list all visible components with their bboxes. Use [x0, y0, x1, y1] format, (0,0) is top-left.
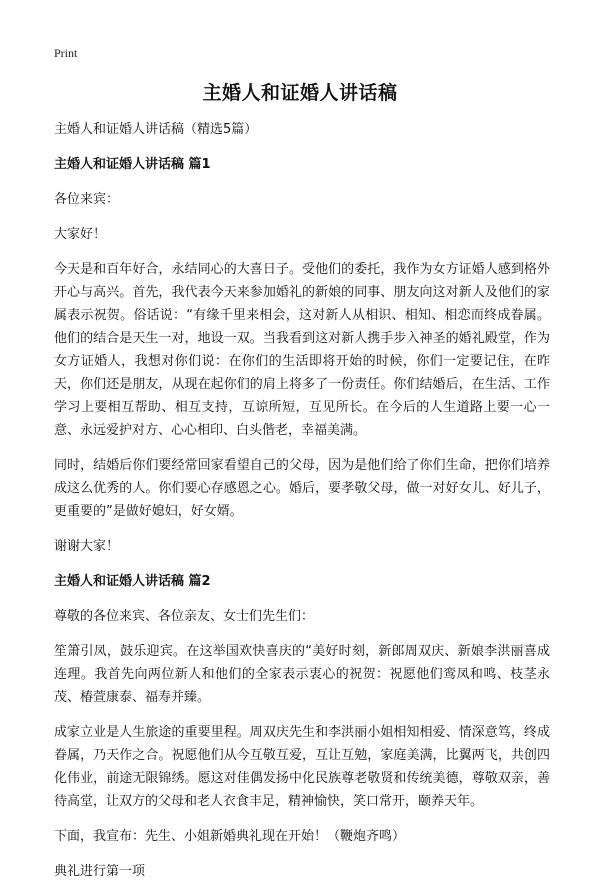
section-1-greeting: 大家好！ — [54, 227, 107, 242]
section-2-paragraph-2: 成家立业是人生旅途的重要里程。周双庆先生和李洪丽小姐相知相爱、情深意笃，终成眷属，乃天作之合。祝愿他们从今互敬互爱，互让互勉，家庭美满，比翼两飞，共创四化伟业，前途无限锦绣。愿这对佳偶发扬中化民族尊老敬贤和传统美德，尊敬双亲，善待高堂，让双方的父母和老人衣食丰足，精神愉快，笑口常开，颐养天年。 — [54, 725, 550, 809]
section-1-paragraph-2: 同时，结婚后你们要经常回家看望自己的父母，因为是他们给了你们生命，把你们培养成这么优秀的人。你们要心存感恩之心。婚后，要孝敬父母，做一对好女儿、好儿子，更重要的”是做好媳妇，好女婿。 — [54, 458, 550, 519]
section-1-closing: 谢谢大家！ — [54, 539, 120, 554]
section-1-salutation: 各位来宾： — [54, 192, 120, 207]
document-body — [54, 118, 550, 895]
section-1-heading: 主婚人和证婚人讲话稿 篇1 — [54, 157, 211, 172]
page-title: 主婚人和证婚人讲话稿 — [202, 82, 398, 104]
section-2-salutation: 尊敬的各位来宾、各位亲友、女士们先生们： — [54, 609, 315, 624]
print-link[interactable]: Print — [54, 46, 78, 60]
section-2-heading: 主婚人和证婚人讲话稿 篇2 — [54, 574, 211, 589]
section-2-paragraph-3: 下面，我宣布：先生、小姐新婚典礼现在开始！（鞭炮齐鸣） — [54, 829, 406, 844]
section-1-paragraph-1: 今天是和百年好合，永结同心的大喜日子。受他们的委托，我作为女方证婚人感到格外开心与高兴。首先，我代表今天来参加婚礼的新娘的同事、朋友向这对新人及他们的家属表示祝贺。俗话说：“有缘千里来相会，这对新人从相识、相知、相恋而终成眷属。他们的结合是天生一对，地设一双。当我看到这对新人携手步入神圣的婚礼殿堂，作为女方证婚人，我想对你们说：在你们的生活即将开始的时候，你们一定要记住，在昨天，你们还是朋友，从现在起你们的肩上将多了一份责任。你们结婚后，在生活、工作学习上要相互帮助、相互支持，互谅所短，互见所长。在今后的人生道路上要一心一意、永远爱护对方、心心相印、白头偕老，幸福美满。 — [54, 262, 550, 438]
section-2-paragraph-4: 典礼进行第一项 — [54, 864, 146, 879]
section-2-paragraph-1: 笙箫引凤，鼓乐迎宾。在这举国欢快喜庆的“美好时刻，新郎周双庆、新娘李洪丽喜成连理。我首先向两位新人和他们的全家表示衷心的祝贺：祝愿他们鸾凤和鸣、枝茎永茂、椿萱康泰、福寿并臻。 — [54, 644, 550, 705]
document-subtitle: 主婚人和证婚人讲话稿（精选5篇） — [54, 122, 258, 137]
